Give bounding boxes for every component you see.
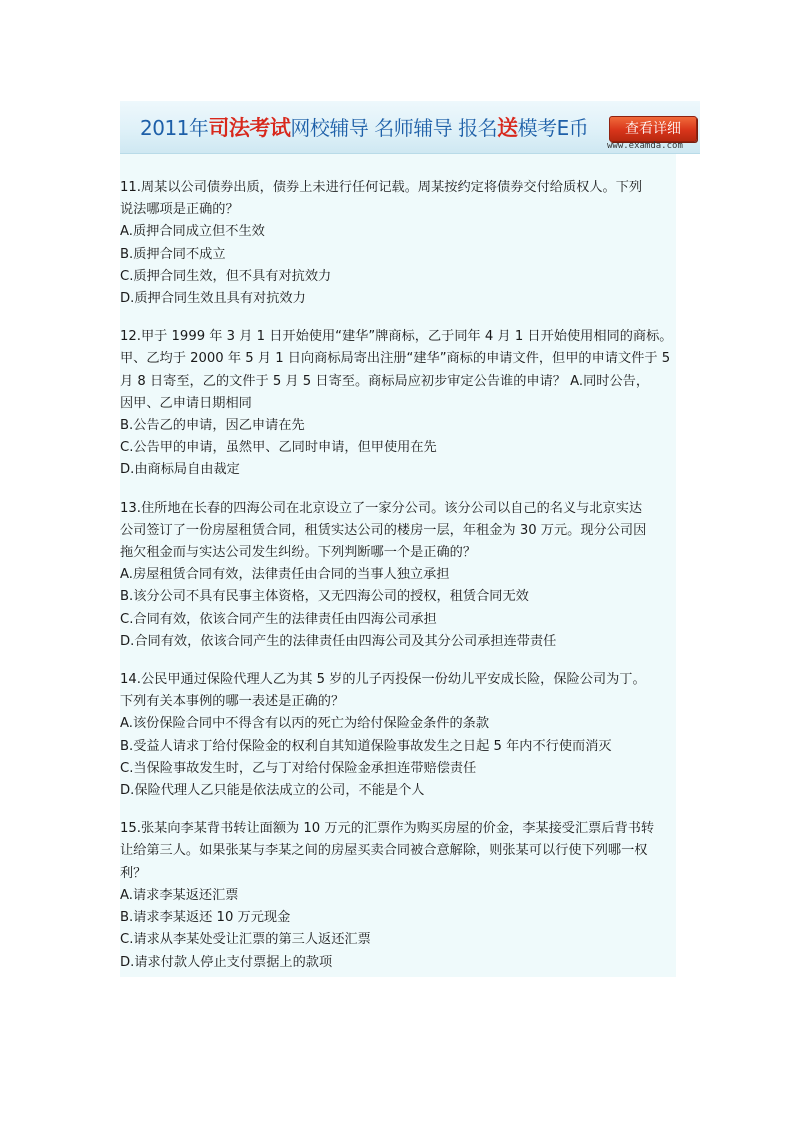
answer-option: D.保险代理人乙只能是依法成立的公司，不能是个人 bbox=[120, 783, 425, 799]
question-stem-line: 13.住所地在长春的四海公司在北京设立了一家分公司。该分公司以自己的名义与北京实达 bbox=[120, 500, 643, 516]
answer-option: C.合同有效，依该合同产生的法律责任由四海公司承担 bbox=[120, 611, 437, 627]
question-list bbox=[120, 177, 676, 990]
answer-option: A.房屋租赁合同有效，法律责任由合同的当事人独立承担 bbox=[120, 567, 450, 583]
answer-option: C.请求从李某处受让汇票的第三人返还汇票 bbox=[120, 932, 371, 948]
banner-highlight-send: 送 bbox=[497, 116, 518, 140]
question-stem-line: 下列有关本事例的哪一表述是正确的？ bbox=[120, 694, 345, 710]
answer-option: B.质押合同不成立 bbox=[120, 246, 226, 262]
answer-option: D.请求付款人停止支付票据上的款项 bbox=[120, 954, 333, 970]
view-details-button[interactable]: 查看详细 bbox=[609, 116, 697, 142]
answer-option: B.该分公司不具有民事主体资格，又无四海公司的授权，租赁合同无效 bbox=[120, 589, 529, 605]
answer-option: C.公告甲的申请，虽然甲、乙同时申请，但甲使用在先 bbox=[120, 440, 437, 456]
question-stem-line: 甲、乙均于 2000 年 5 月 1 日向商标局寄出注册“建华”商标的申请文件，但甲的申请文件于 5 bbox=[120, 351, 671, 367]
question-item bbox=[120, 818, 676, 973]
question-stem-line: 12.甲于 1999 年 3 月 1 日开始使用“建华”牌商标，乙于同年 4 月 1 日开始使用相同的商标。 bbox=[120, 329, 673, 345]
question-stem-line: 说法哪项是正确的？ bbox=[120, 202, 239, 218]
banner-exam-name: 司法考试 bbox=[208, 116, 291, 140]
answer-option: D.合同有效，依该合同产生的法律责任由四海公司及其分公司承担连带责任 bbox=[120, 633, 557, 649]
site-url: www.examda.com bbox=[607, 141, 683, 151]
answer-option: D.质押合同生效且具有对抗效力 bbox=[120, 291, 306, 307]
banner-text-end: 模考E币 bbox=[517, 116, 589, 140]
question-stem-line: 公司签订了一份房屋租赁合同，租赁实达公司的楼房一层，年租金为 30 万元。现分公司因 bbox=[120, 522, 647, 538]
question-stem-line: 拖欠租金而与实达公司发生纠纷。下列判断哪一个是正确的？ bbox=[120, 545, 477, 561]
answer-option: B.请求李某返还 10 万元现金 bbox=[120, 910, 291, 926]
banner-text-mid: 网校辅导 名师辅导 报名 bbox=[290, 116, 498, 140]
question-item bbox=[120, 498, 676, 653]
ad-banner[interactable] bbox=[120, 101, 700, 154]
answer-option: A.该份保险合同中不得含有以丙的死亡为给付保险金条件的条款 bbox=[120, 716, 490, 732]
answer-option: A.请求李某返还汇票 bbox=[120, 887, 239, 903]
question-item bbox=[120, 326, 676, 481]
question-item bbox=[120, 669, 676, 802]
question-stem-line: 15.张某向李某背书转让面额为 10 万元的汇票作为购买房屋的价金，李某接受汇票后背书转 bbox=[120, 821, 655, 837]
question-item bbox=[120, 177, 676, 310]
answer-option: C.质押合同生效，但不具有对抗效力 bbox=[120, 268, 332, 284]
question-stem-line: 利？ bbox=[120, 865, 147, 881]
answer-option: B.受益人请求丁给付保险金的权利自其知道保险事故发生之日起 5 年内不行使而消灭 bbox=[120, 738, 612, 754]
question-stem-line: 因甲、乙申请日期相同 bbox=[120, 395, 252, 411]
banner-year: 2011年 bbox=[140, 116, 209, 140]
document-page bbox=[120, 101, 683, 977]
banner-headline bbox=[140, 114, 588, 142]
answer-option: C.当保险事故发生时，乙与丁对给付保险金承担连带赔偿责任 bbox=[120, 760, 477, 776]
answer-option: A.质押合同成立但不生效 bbox=[120, 224, 265, 240]
question-stem-line: 让给第三人。如果张某与李某之间的房屋买卖合同被合意解除，则张某可以行使下列哪一权 bbox=[120, 843, 648, 859]
question-stem-line: 月 8 日寄至，乙的文件于 5 月 5 日寄至。商标局应初步审定公告谁的申请？ A.同时公告， bbox=[120, 373, 650, 389]
answer-option: D.由商标局自由裁定 bbox=[120, 462, 240, 478]
answer-option: B.公告乙的申请，因乙申请在先 bbox=[120, 418, 305, 434]
question-stem-line: 11.周某以公司债券出质，债券上未进行任何记载。周某按约定将债券交付给质权人。下列 bbox=[120, 180, 643, 195]
question-stem-line: 14.公民甲通过保险代理人乙为其 5 岁的儿子丙投保一份幼儿平安成长险，保险公司为丁。 bbox=[120, 672, 646, 688]
